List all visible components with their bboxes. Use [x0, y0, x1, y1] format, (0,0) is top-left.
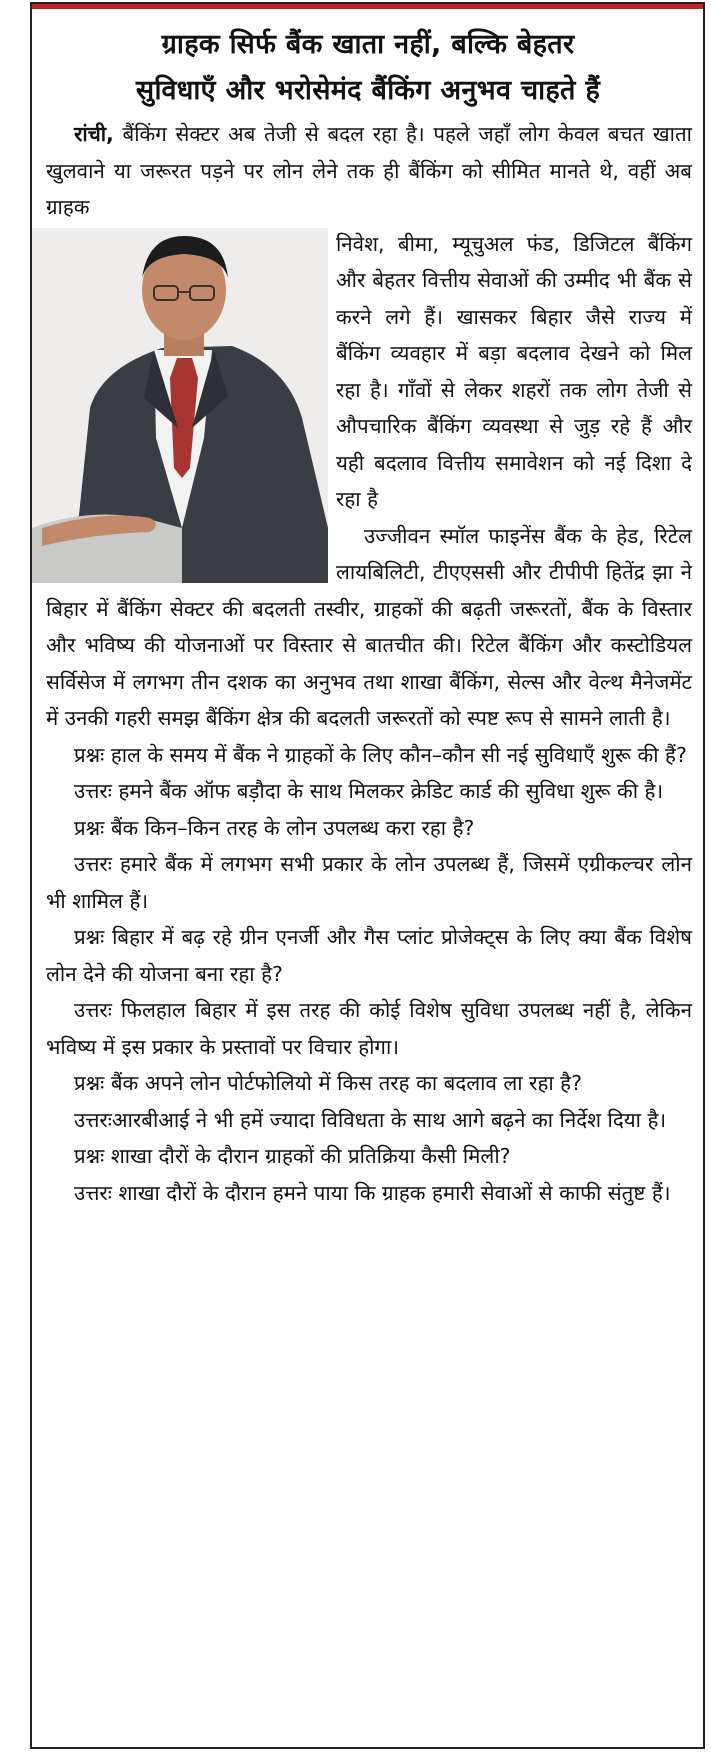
headline — [40, 22, 696, 114]
qa-list — [46, 737, 692, 1212]
question-paragraph: प्रश्नः हाल के समय में बैंक ने ग्राहकों के लिए कौन–कौन सी नई सुविधाएँ शुरू की हैं? — [74, 742, 687, 767]
lead-text-part-2: निवेश, बीमा, म्यूचुअल फंड, डिजिटल बैंकिंग और बेहतर वित्तीय सेवाओं की उम्मीद भी बैंक से करने लगे हैं। खासकर बिहार जैसे राज्य में बैंकिंग व्यवहार में बड़ा बदलाव देखने को मिल रहा है। गाँवों से लेकर शहरों तक लोग तेजी से औपचारिक बैंकिंग व्यवस्था से जुड़ रहे हैं और यही बदलाव वित्तीय समावेशन को नई दिशा दे रहा है — [336, 231, 692, 511]
dateline: रांची, — [74, 122, 114, 146]
top-red-rule — [32, 4, 703, 9]
lead-text-part-1: बैंकिंग सेक्टर अब तेजी से बदल रहा है। पहले जहाँ लोग केवल बचत खाता खुलवाने या जरूरत पड़ने पर लोन लेने तक ही बैंकिंग को सीमित मानते थे, वहीं अब ग्राहक — [46, 122, 692, 219]
answer-paragraph: उत्तरःआरबीआई ने भी हमें ज्यादा विविधता के साथ आगे बढ़ने का निर्देश दिया है। — [74, 1107, 667, 1132]
answer-paragraph: उत्तरः फिलहाल बिहार में इस तरह की कोई विशेष सुविधा उपलब्ध नहीं है, लेकिन भविष्य में इस प्रकार के प्रस्तावों पर विचार होगा। — [46, 998, 692, 1059]
answer-paragraph: उत्तरः हमारे बैंक में लगभग सभी प्रकार के लोन उपलब्ध हैं, जिसमें एग्रीकल्चर लोन भी शामिल हैं। — [46, 852, 692, 913]
answer-paragraph: उत्तरः हमने बैंक ऑफ बड़ौदा के साथ मिलकर क्रेडिट कार्ड की सुविधा शुरू की है। — [74, 779, 664, 803]
paragraph-intro: उज्जीवन स्मॉल फाइनेंस बैंक के हेड, रिटेल लायबिलिटी, टीएएससी और टीपीपी हितेंद्र झा ने बिहार में बैंकिंग सेक्टर की बदलती तस्वीर, ग्राहकों की बढ़ती जरूरतों, बैंक के विस्तार और भविष्य की योजनाओं पर विस्तार से बातचीत की। रिटेल बैंकिंग और कस्टोडियल सर्विसेज में लगभग तीन दशक का अनुभव तथा शाखा बैंकिंग, सेल्स और वेल्थ मैनेजमेंट में उनकी गहरी समझ बैंकिंग क्षेत्र की बदलती जरूरतों को स्पष्ट रूप से सामने लाती है। — [46, 523, 692, 730]
portrait-photo-icon — [32, 228, 328, 583]
portrait-photo — [32, 228, 328, 583]
question-paragraph: प्रश्नः शाखा दौरों के दौरान ग्राहकों की प्रतिक्रिया कैसी मिली? — [74, 1144, 511, 1168]
question-paragraph: प्रश्नः बैंक किन–किन तरह के लोन उपलब्ध करा रहा है? — [74, 815, 475, 840]
question-paragraph: प्रश्नः बैंक अपने लोन पोर्टफोलियो में किस तरह का बदलाव ला रहा है? — [74, 1071, 582, 1095]
headline-line-1: ग्राहक सिर्फ बैंक खाता नहीं, बल्कि बेहतर — [161, 29, 575, 60]
article-frame — [30, 2, 705, 1749]
article-body — [46, 116, 692, 1211]
answer-paragraph: उत्तरः शाखा दौरों के दौरान हमने पाया कि ग्राहक हमारी सेवाओं से काफी संतुष्ट हैं। — [74, 1180, 671, 1205]
headline-line-2: सुविधाएँ और भरोसेमंद बैंकिंग अनुभव चाहते हैं — [135, 75, 601, 106]
lead-paragraph-top — [46, 116, 692, 226]
question-paragraph: प्रश्नः बिहार में बढ़ रहे ग्रीन एनर्जी और गैस प्लांट प्रोजेक्ट्स के लिए क्या बैंक विशेष लोन देने की योजना बना रहा है? — [46, 925, 692, 986]
